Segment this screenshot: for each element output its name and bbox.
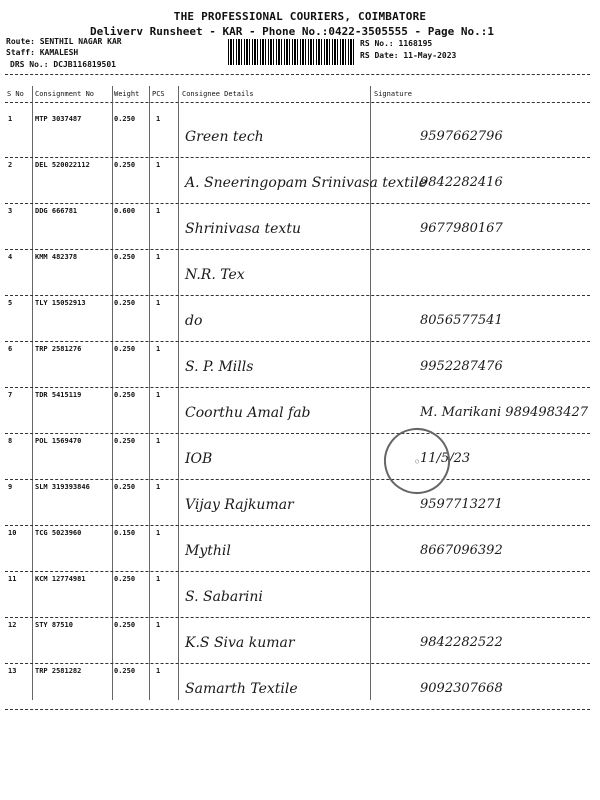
row-weight: 0.250 bbox=[114, 575, 136, 583]
row-weight: 0.250 bbox=[114, 621, 136, 629]
row-sno: 11 bbox=[8, 575, 17, 583]
row-consignment-no: STY 87510 bbox=[35, 621, 73, 629]
row-pcs: 1 bbox=[156, 299, 161, 307]
row-sno: 3 bbox=[8, 207, 13, 215]
row-signature-handwriting: 9952287476 bbox=[420, 359, 503, 374]
row-sno: 10 bbox=[8, 529, 17, 537]
row-signature-handwriting: M. Marikani 9894983427 bbox=[420, 405, 589, 420]
row-sno: 1 bbox=[8, 115, 13, 123]
row-consignment-no: KCM 12774981 bbox=[35, 575, 86, 583]
row-consignment-no: TRP 2581282 bbox=[35, 667, 82, 675]
row-divider bbox=[5, 203, 590, 204]
row-divider bbox=[5, 341, 590, 342]
row-pcs: 1 bbox=[156, 575, 161, 583]
rs-number: RS No.: 1168195 bbox=[360, 39, 433, 48]
row-divider bbox=[5, 525, 590, 526]
column-divider bbox=[178, 86, 179, 700]
row-pcs: 1 bbox=[156, 345, 161, 353]
row-consignee-handwriting: Coorthu Amal fab bbox=[185, 405, 311, 421]
row-weight: 0.250 bbox=[114, 437, 136, 445]
row-sno: 4 bbox=[8, 253, 13, 261]
row-consignee-handwriting: Shrinivasa textu bbox=[185, 221, 301, 237]
row-sno: 8 bbox=[8, 437, 13, 445]
row-consignment-no: DDG 666781 bbox=[35, 207, 78, 215]
row-divider bbox=[5, 617, 590, 618]
route-text: Route: SENTHIL NAGAR KAR bbox=[6, 37, 122, 46]
row-sno: 6 bbox=[8, 345, 13, 353]
row-sno: 12 bbox=[8, 621, 17, 629]
row-sno: 7 bbox=[8, 391, 13, 399]
col-header-signature: Signature bbox=[374, 90, 412, 98]
row-sno: 2 bbox=[8, 161, 13, 169]
row-consignment-no: TRP 2581276 bbox=[35, 345, 82, 353]
row-consignment-no: TCG 5023960 bbox=[35, 529, 82, 537]
row-pcs: 1 bbox=[156, 621, 161, 629]
row-weight: 0.250 bbox=[114, 115, 136, 123]
row-consignee-handwriting: Mythil bbox=[185, 543, 231, 559]
row-consignee-handwriting: N.R. Tex bbox=[185, 267, 245, 283]
staff-text: Staff: KAMALESH bbox=[6, 48, 79, 57]
row-signature-handwriting: 9597713271 bbox=[420, 497, 503, 512]
row-divider bbox=[5, 387, 590, 388]
row-weight: 0.600 bbox=[114, 207, 136, 215]
row-weight: 0.250 bbox=[114, 161, 136, 169]
row-weight: 0.250 bbox=[114, 299, 136, 307]
row-signature-handwriting: 9092307668 bbox=[420, 681, 503, 696]
row-signature-handwriting: 9677980167 bbox=[420, 221, 503, 236]
row-consignment-no: TDR 5415119 bbox=[35, 391, 82, 399]
row-consignment-no: SLM 319393846 bbox=[35, 483, 90, 491]
delivery-stamp: ◯ bbox=[378, 422, 456, 500]
row-divider bbox=[5, 571, 590, 572]
row-pcs: 1 bbox=[156, 483, 161, 491]
runsheet-title: THE PROFESSIONAL COURIERS, COIMBATORE bbox=[173, 10, 427, 23]
row-divider bbox=[5, 479, 590, 480]
row-sno: 13 bbox=[8, 667, 17, 675]
row-sno: 9 bbox=[8, 483, 13, 491]
row-pcs: 1 bbox=[156, 529, 161, 537]
col-header-consignment: Consignment No bbox=[35, 90, 95, 98]
row-consignee-handwriting: do bbox=[185, 313, 203, 329]
column-divider bbox=[32, 86, 33, 700]
barcode bbox=[228, 39, 356, 65]
row-divider bbox=[5, 709, 590, 710]
row-pcs: 1 bbox=[156, 437, 161, 445]
col-header-weight: Weight bbox=[114, 90, 140, 98]
row-divider bbox=[5, 249, 590, 250]
row-consignment-no: TLY 15052913 bbox=[35, 299, 86, 307]
column-divider bbox=[112, 86, 113, 700]
row-pcs: 1 bbox=[156, 161, 161, 169]
row-divider bbox=[5, 433, 590, 434]
row-consignee-handwriting: IOB bbox=[185, 451, 213, 467]
row-pcs: 1 bbox=[156, 207, 161, 215]
row-consignee-handwriting: A. Sneeringopam Srinivasa textile bbox=[185, 175, 427, 191]
column-divider bbox=[149, 86, 150, 700]
col-header-consignee: Consignee Details bbox=[182, 90, 254, 98]
row-consignee-handwriting: S. Sabarini bbox=[185, 589, 263, 605]
row-signature-handwriting: 8056577541 bbox=[420, 313, 503, 328]
col-header-sno: S No bbox=[7, 90, 24, 98]
row-consignee-handwriting: S. P. Mills bbox=[185, 359, 254, 375]
rs-date: RS Date: 11-May-2023 bbox=[360, 51, 457, 60]
row-consignment-no: POL 1569470 bbox=[35, 437, 82, 445]
row-weight: 0.250 bbox=[114, 483, 136, 491]
row-signature-handwriting: 9842282522 bbox=[420, 635, 503, 650]
col-header-pcs: PCS bbox=[152, 90, 165, 98]
runsheet-subtitle: Deliverv Runsheet - KAR - Phone No.:0422-3505555 - Page No.:1 bbox=[90, 25, 494, 38]
row-divider bbox=[5, 295, 590, 296]
row-consignee-handwriting: Green tech bbox=[185, 129, 264, 145]
row-weight: 0.250 bbox=[114, 667, 136, 675]
row-weight: 0.250 bbox=[114, 345, 136, 353]
row-consignee-handwriting: Samarth Textile bbox=[185, 681, 298, 697]
row-pcs: 1 bbox=[156, 115, 161, 123]
row-consignee-handwriting: K.S Siva kumar bbox=[185, 635, 295, 651]
row-pcs: 1 bbox=[156, 253, 161, 261]
row-pcs: 1 bbox=[156, 391, 161, 399]
row-consignment-no: MTP 3037487 bbox=[35, 115, 82, 123]
drs-number: DRS No.: DCJB116819501 bbox=[10, 60, 116, 69]
row-consignee-handwriting: Vijay Rajkumar bbox=[185, 497, 294, 513]
row-divider bbox=[5, 157, 590, 158]
row-signature-handwriting: 8667096392 bbox=[420, 543, 503, 558]
header-top-rule bbox=[5, 74, 590, 75]
row-sno: 5 bbox=[8, 299, 13, 307]
row-signature-handwriting: 9842282416 bbox=[420, 175, 503, 190]
row-consignment-no: DEL 520022112 bbox=[35, 161, 90, 169]
row-signature-handwriting: 11/5/23 bbox=[420, 451, 471, 466]
header-bottom-rule bbox=[5, 102, 590, 103]
row-divider bbox=[5, 663, 590, 664]
row-consignment-no: KMM 482378 bbox=[35, 253, 78, 261]
row-pcs: 1 bbox=[156, 667, 161, 675]
row-weight: 0.150 bbox=[114, 529, 136, 537]
row-signature-handwriting: 9597662796 bbox=[420, 129, 503, 144]
row-weight: 0.250 bbox=[114, 391, 136, 399]
row-weight: 0.250 bbox=[114, 253, 136, 261]
